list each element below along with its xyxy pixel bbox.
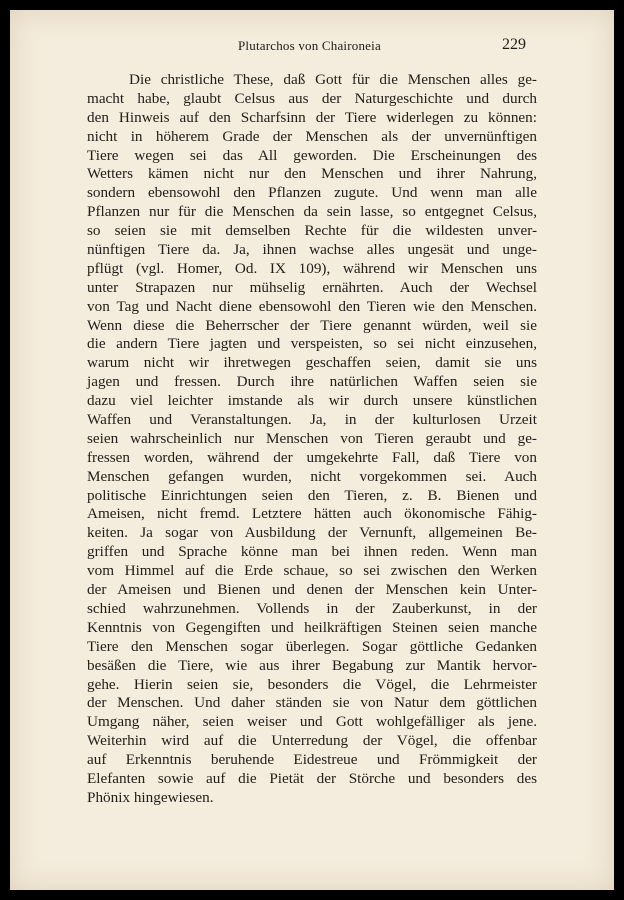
text-line: die andern Tiere jagten und verspeisten, so sei nicht einzusehen, <box>87 335 537 353</box>
text-line: keiten. Ja sogar von Ausbildung der Vernunft, allgemeinen Be- <box>87 524 537 542</box>
text-line: Waffen und Veranstaltungen. Ja, in der kulturlosen Urzeit <box>87 411 537 429</box>
text-line: seien wahrscheinlich nur Menschen von Tieren geraubt und ge- <box>87 429 537 447</box>
text-line-last: Phönix hingewiesen. <box>87 788 214 806</box>
text-line: Die christliche These, daß Gott für die Menschen alles ge- <box>129 71 537 88</box>
text-line: Ameisen, nicht fremd. Letztere hätten auch ökonomische Fähig- <box>87 505 537 523</box>
text-line: der Menschen. Und daher ständen sie von Natur dem göttlichen <box>87 694 537 712</box>
text-line: unter Strapazen nur mühselig ernährten. Auch der Wechsel <box>87 278 537 296</box>
text-line: von Tag und Nacht diene ebensowohl den Tieren wie den Menschen. <box>87 297 537 315</box>
text-line: vom Himmel auf die Erde schaue, so sei zwischen den Werken <box>87 562 537 580</box>
text-line: nünftigen Tiere da. Ja, ihnen wachse alles ungesät und unge- <box>87 241 537 259</box>
text-line: gehe. Hierin seien sie, besonders die Vögel, die Lehrmeister <box>87 675 537 693</box>
text-line: Kenntnis von Gegengiften und heilkräftigen Steinen seien manche <box>87 618 537 636</box>
running-title: Plutarchos von Chaironeia <box>238 38 381 53</box>
text-line: dazu viel leichter imstande als wir durch unsere künstlichen <box>87 392 537 410</box>
text-line: Menschen gefangen wurden, nicht vorgekommen sei. Auch <box>87 467 537 485</box>
running-head <box>10 38 614 60</box>
text-line: macht habe, glaubt Celsus aus der Naturgeschichte und durch <box>87 89 537 107</box>
text-line: Elefanten sowie auf die Pietät der Störche und besonders des <box>87 769 537 787</box>
text-line: den Hinweis auf den Scharfsinn der Tiere widerlegen zu können: <box>87 108 537 126</box>
body-paragraph <box>87 71 537 808</box>
text-line: jagen und fressen. Durch ihre natürlichen Waffen seien sie <box>87 373 537 391</box>
text-line: schied wahrzunehmen. Vollends in der Zauberkunst, in der <box>87 599 537 617</box>
text-line: der Ameisen und Bienen und denen der Menschen kein Unter- <box>87 581 537 599</box>
text-line: pflügt (vgl. Homer, Od. IX 109), während wir Menschen uns <box>87 259 537 277</box>
text-line: besäßen die Tiere, wie aus ihrer Begabung zur Mantik hervor- <box>87 656 537 674</box>
text-line: Umgang näher, seien weiser und Gott wohlgefälliger als jene. <box>87 713 537 731</box>
text-line: Pflanzen nur für die Menschen da sein lasse, so entgegnet Celsus, <box>87 203 537 221</box>
text-line: griffen und Sprache könne man bei ihnen reden. Wenn man <box>87 543 537 561</box>
book-page <box>10 10 614 890</box>
text-line: sondern ebensowohl den Pflanzen zugute. Und wenn man alle <box>87 184 537 202</box>
text-line: Tiere den Menschen sogar überlegen. Sogar göttliche Gedanken <box>87 637 537 655</box>
text-line: so seien sie mit demselben Rechte für die wildesten unver- <box>87 222 537 240</box>
text-line: fressen worden, während der umgekehrte Fall, daß Tiere von <box>87 448 537 466</box>
text-line: nicht in höherem Grade der Menschen als der unvernünftigen <box>87 127 537 145</box>
text-line: Wetters kämen nicht nur den Menschen und ihrer Nahrung, <box>87 165 537 183</box>
text-line: Wenn diese die Beherrscher der Tiere genannt würden, weil sie <box>87 316 537 334</box>
text-line: politische Einrichtungen seien den Tieren, z. B. Bienen und <box>87 486 537 504</box>
page-number: 229 <box>502 36 526 53</box>
text-line: auf Erkenntnis beruhende Eidestreue und Frömmigkeit der <box>87 751 537 769</box>
text-line: Weiterhin wird auf die Unterredung der Vögel, die offenbar <box>87 732 537 750</box>
text-line: warum nicht wir ihretwegen geschaffen seien, damit sie uns <box>87 354 537 372</box>
text-line: Tiere wegen sei das All geworden. Die Erscheinungen des <box>87 146 537 164</box>
